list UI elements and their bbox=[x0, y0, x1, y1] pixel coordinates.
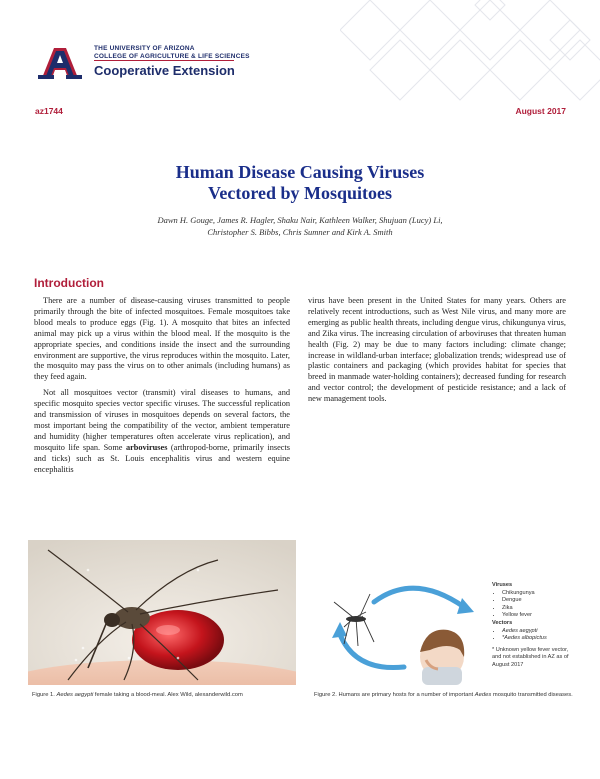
authors-line1: Dawn H. Gouge, James R. Hagler, Shaku Nair, Kathleen Walker, Shujuan (Lucy) Li, bbox=[157, 215, 443, 225]
university-line1: THE UNIVERSITY OF ARIZONA bbox=[94, 45, 195, 52]
intro-paragraph-2 bbox=[34, 388, 290, 475]
column-left bbox=[34, 296, 290, 481]
authors bbox=[0, 214, 600, 238]
legend-vectors-heading: Vectors bbox=[492, 619, 513, 626]
figure2-caption-species: Aedes bbox=[474, 692, 492, 698]
legend-vectors-list bbox=[492, 628, 574, 643]
figure2-legend bbox=[492, 582, 574, 670]
figure2-caption-a: Figure 2. Humans are primary hosts for a number of important bbox=[314, 692, 474, 698]
legend-virus-item: • Dengue bbox=[502, 597, 574, 605]
figure1-caption-rest: female taking a blood-meal. Alex Wild, alexanderwild.com bbox=[94, 692, 243, 698]
figure1-caption-species: Aedes aegypti bbox=[56, 692, 94, 698]
intro-p2-part-b: (arthropod-borne, primarily insects and ticks) such as St. Louis encephalitis virus and western equine encephalitis bbox=[34, 442, 290, 474]
figure1-image bbox=[28, 540, 296, 685]
unit-name: Cooperative Extension bbox=[94, 63, 235, 78]
intro-paragraph-3: virus have been present in the United States for many years. Others are relatively recent introductions, such as West Nile virus, and many more are emerging as public health threats, including dengue virus, chikungunya virus, and Zika virus. The increasing circulation of arboviruses that threaten human health (Fig. 2) may be due to many factors including: climate change; increase in wildland-urban interface; globalization trends; widespread use of plastic containers and packaging (which provides habitat for species that breed in manmade water-holding containers); decreased funding for research and vector control; the development of pesticide resistance; and a lack of new management tools. bbox=[308, 296, 566, 404]
column-right bbox=[308, 296, 566, 410]
authors-line2: Christopher S. Bibbs, Chris Sumner and Kirk A. Smith bbox=[207, 227, 393, 237]
university-name bbox=[94, 45, 250, 61]
page-title bbox=[0, 162, 600, 204]
publication-date: August 2017 bbox=[515, 106, 566, 116]
legend-viruses-heading: Viruses bbox=[492, 582, 513, 588]
figure1-caption bbox=[32, 692, 302, 700]
header-pattern bbox=[340, 0, 600, 110]
legend-note: * Unknown yellow fever vector, and not established in AZ as of August 2017 bbox=[492, 646, 569, 668]
document-id: az1744 bbox=[35, 106, 63, 116]
legend-virus-item: • Zika bbox=[502, 605, 574, 613]
figure2-caption-b: mosquito transmitted diseases. bbox=[492, 692, 573, 698]
legend-vector-item: • *Aedes albopictus bbox=[502, 635, 574, 643]
transmission-cycle-icon bbox=[314, 572, 494, 685]
term-arboviruses: arboviruses bbox=[125, 442, 168, 452]
legend-viruses-list bbox=[492, 590, 574, 620]
legend-virus-item: • Yellow fever bbox=[502, 612, 574, 620]
legend-virus-item: • Chikungunya bbox=[502, 590, 574, 598]
header-rule bbox=[94, 60, 234, 61]
university-logo bbox=[38, 44, 82, 80]
mosquito-photo-icon bbox=[28, 540, 296, 685]
intro-paragraph-1: There are a number of disease-causing viruses transmitted to people primarily through the bite of infected mosquitoes. Female mosquitoes take blood meals to produce eggs (Fig. 1). A mosquito that bites an infected animal may pick up a virus within the blood meal. If the mosquito is the appropriate species, and conditions inside the insect and the surrounding environment are supportive, the virus reproduces within the mosquito. Later, the mosquito may pass the virus on to other animals (including humans) as they feed again. bbox=[34, 296, 290, 382]
legend-vector-item: • Aedes aegypti bbox=[502, 628, 574, 636]
intro-p2-part-a: Not all mosquitoes vector (transmit) viral diseases to humans, and specific mosquito species vector specific viruses. The successful replication and transmission of viruses in mosquitoes depends on several factors, the most important being the compatibility of the vector, ambient temperature and humidity (higher temperatures often accelerate virus replication), and mosquito life span. Some bbox=[34, 388, 290, 452]
university-line2: COLLEGE OF AGRICULTURE & LIFE SCIENCES bbox=[94, 53, 250, 60]
title-line1: Human Disease Causing Viruses bbox=[175, 162, 425, 182]
title-line2: Vectored by Mosquitoes bbox=[208, 183, 392, 203]
figure2-caption bbox=[314, 692, 576, 700]
section-heading-introduction: Introduction bbox=[34, 276, 104, 290]
figure1-caption-prefix: Figure 1. bbox=[32, 692, 55, 698]
